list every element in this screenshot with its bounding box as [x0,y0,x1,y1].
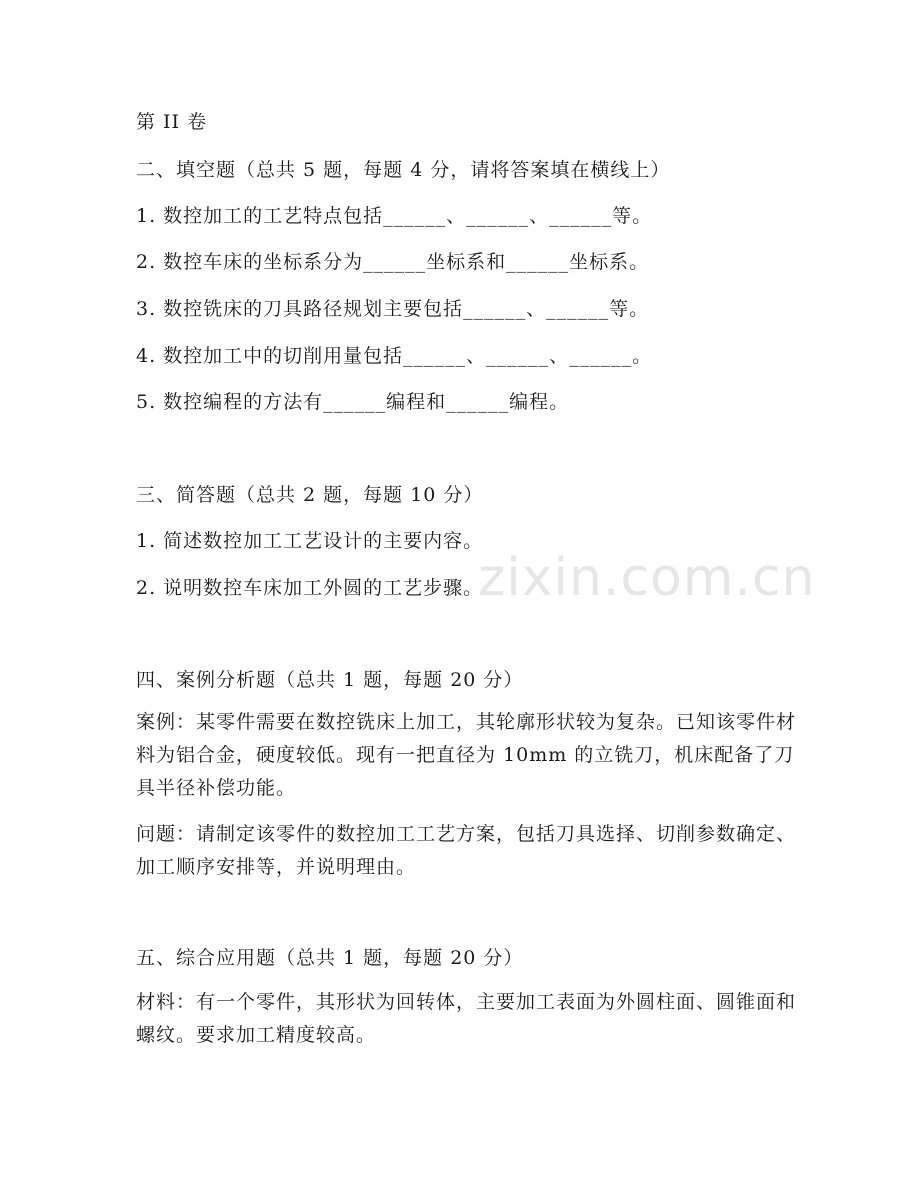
section2-heading: 二、填空题（总共 5 题，每题 4 分，请将答案填在横线上） [136,159,671,181]
short-answer-question-2: 2. 说明数控车床加工外圆的工艺步骤。 [136,577,484,599]
volume-title: 第 II 卷 [136,111,208,133]
material-description: 材料：有一个零件，其形状为回转体，主要加工表面为外圆柱面、圆锥面和螺纹。要求加工精度较高。 [136,991,797,1046]
fill-question-2: 2. 数控车床的坐标系分为______坐标系和______坐标系。 [136,251,650,273]
short-answer-question-1: 1. 简述数控加工工艺设计的主要内容。 [136,530,484,552]
fill-question-5: 5. 数控编程的方法有______编程和______编程。 [136,391,570,413]
watermark: zixin.com.cn [478,548,816,608]
case-description: 案例：某零件需要在数控铣床上加工，其轮廓形状较为复杂。已知该零件材料为铝合金，硬度较低。现有一把直径为 10mm 的立铣刀，机床配备了刀具半径补偿功能。 [136,711,797,799]
section5-heading: 五、综合应用题（总共 1 题，每题 20 分） [136,947,524,969]
fill-question-3: 3. 数控铣床的刀具路径规划主要包括______、______等。 [136,298,650,320]
case-question: 问题：请制定该零件的数控加工工艺方案，包括刀具选择、切削参数确定、加工顺序安排等，并说明理由。 [136,823,797,878]
section4-heading: 四、案例分析题（总共 1 题，每题 20 分） [136,669,524,691]
fill-question-4: 4. 数控加工中的切削用量包括______、______、______。 [136,345,653,367]
section3-heading: 三、简答题（总共 2 题，每题 10 分） [136,484,484,506]
fill-question-1: 1. 数控加工的工艺特点包括______、______、______等。 [136,205,653,227]
